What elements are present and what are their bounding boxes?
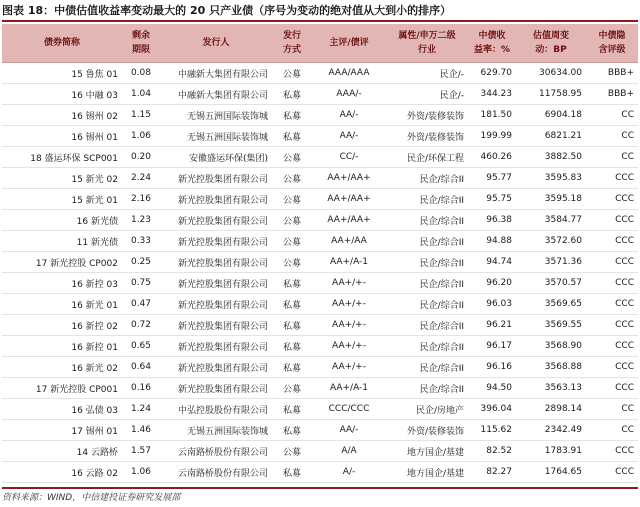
table-header-row (2, 24, 638, 63)
table-cell: 3570.57 (516, 273, 586, 294)
table-cell: 民企/综合II (386, 336, 468, 357)
table-cell: 629.70 (468, 63, 516, 84)
table-cell: 公募 (272, 441, 312, 462)
table-row (2, 168, 638, 189)
table-cell: 2.16 (122, 189, 160, 210)
table-cell: AA/- (312, 420, 386, 441)
column-header-label: 属性/申万二级 (398, 31, 456, 41)
table-cell: 3882.50 (516, 147, 586, 168)
column-header (516, 24, 586, 63)
table-cell: AA+/AA (312, 231, 386, 252)
bond-table (2, 24, 638, 483)
figure-title: 图表 18：中债估值收益率变动最大的 20 只产业债（序号为变动的绝对值从大到小的排序） (2, 2, 638, 22)
table-cell: 15 鲁焦 01 (2, 63, 122, 84)
table-cell: 外资/装修装饰 (386, 126, 468, 147)
table-cell: 民企/综合II (386, 231, 468, 252)
table-cell: 96.03 (468, 294, 516, 315)
table-cell: 18 盛运环保 SCP001 (2, 147, 122, 168)
table-cell: 0.72 (122, 315, 160, 336)
table-cell: 344.23 (468, 84, 516, 105)
table-cell: 私募 (272, 336, 312, 357)
table-cell: 16 弘债 03 (2, 399, 122, 420)
column-header-label: 益率：% (473, 45, 511, 55)
table-cell: 14 云路桥 (2, 441, 122, 462)
table-cell: CC (586, 420, 638, 441)
table-cell: 3571.36 (516, 252, 586, 273)
column-header-label: 中债收 (478, 31, 506, 41)
table-cell: AAA/AAA (312, 63, 386, 84)
table-cell: 3569.65 (516, 294, 586, 315)
table-cell: AA+/AA+ (312, 168, 386, 189)
table-cell: 16 新控 03 (2, 273, 122, 294)
table-cell: 0.75 (122, 273, 160, 294)
table-cell: 公募 (272, 63, 312, 84)
table-cell: AA+/AA+ (312, 189, 386, 210)
table-cell: 11 新光债 (2, 231, 122, 252)
table-cell: CCC (586, 231, 638, 252)
table-row (2, 294, 638, 315)
column-header-label: 期限 (131, 45, 150, 55)
column-header (122, 24, 160, 63)
table-cell: 1783.91 (516, 441, 586, 462)
table-cell: 民企/综合II (386, 252, 468, 273)
table-cell: 新光控股集团有限公司 (160, 273, 272, 294)
table-row (2, 189, 638, 210)
table-cell: CCC (586, 315, 638, 336)
table-cell: 30634.00 (516, 63, 586, 84)
column-header-label: 动：BP (535, 45, 567, 55)
table-cell: CCC/CCC (312, 399, 386, 420)
table-cell: 公募 (272, 378, 312, 399)
table-cell: 3568.90 (516, 336, 586, 357)
table-cell: 17 新光控股 CP002 (2, 252, 122, 273)
table-cell: 96.16 (468, 357, 516, 378)
table-row (2, 252, 638, 273)
column-header (160, 24, 272, 63)
table-row (2, 378, 638, 399)
table-cell: CC/- (312, 147, 386, 168)
table-cell: 96.17 (468, 336, 516, 357)
column-header (2, 24, 122, 63)
table-cell: 私募 (272, 357, 312, 378)
table-cell: 公募 (272, 189, 312, 210)
table-cell: 新光控股集团有限公司 (160, 231, 272, 252)
column-header-label: 债券简称 (43, 38, 80, 48)
table-cell: 中融新大集团有限公司 (160, 63, 272, 84)
table-row (2, 231, 638, 252)
table-row (2, 315, 638, 336)
table-cell: 民企/- (386, 84, 468, 105)
table-cell: 2898.14 (516, 399, 586, 420)
table-cell: 2342.49 (516, 420, 586, 441)
table-cell: AA/- (312, 105, 386, 126)
table-cell: CCC (586, 357, 638, 378)
table-cell: 460.26 (468, 147, 516, 168)
table-cell: 新光控股集团有限公司 (160, 189, 272, 210)
table-cell: 3595.83 (516, 168, 586, 189)
column-header (312, 24, 386, 63)
table-cell: CCC (586, 441, 638, 462)
table-cell: CCC (586, 252, 638, 273)
table-cell: 公募 (272, 231, 312, 252)
column-header-label: 方式 (282, 45, 301, 55)
table-cell: 云南路桥股份有限公司 (160, 462, 272, 483)
table-cell: 94.88 (468, 231, 516, 252)
table-cell: 1764.65 (516, 462, 586, 483)
table-cell: BBB+ (586, 63, 638, 84)
table-cell: 17 锡州 01 (2, 420, 122, 441)
table-row (2, 420, 638, 441)
table-cell: 私募 (272, 399, 312, 420)
table-cell: 199.99 (468, 126, 516, 147)
table-cell: 民企/综合II (386, 189, 468, 210)
table-cell: AA+/+- (312, 294, 386, 315)
table-cell: 15 新光 02 (2, 168, 122, 189)
table-cell: 民企/综合II (386, 294, 468, 315)
table-cell: 新光控股集团有限公司 (160, 336, 272, 357)
table-cell: 96.20 (468, 273, 516, 294)
table-cell: 3584.77 (516, 210, 586, 231)
table-cell: 地方国企/基建 (386, 462, 468, 483)
column-header-label: 中债隐 (598, 31, 626, 41)
table-cell: 95.75 (468, 189, 516, 210)
table-cell: 17 新光控股 CP001 (2, 378, 122, 399)
table-cell: 民企/房地产 (386, 399, 468, 420)
table-cell: 地方国企/基建 (386, 441, 468, 462)
table-cell: 0.08 (122, 63, 160, 84)
column-header (272, 24, 312, 63)
table-row (2, 441, 638, 462)
table-cell: 无锡五洲国际装饰城 (160, 126, 272, 147)
table-cell: 无锡五洲国际装饰城 (160, 420, 272, 441)
table-cell: 1.06 (122, 126, 160, 147)
table-cell: 公募 (272, 252, 312, 273)
column-header-label: 发行 (282, 31, 301, 41)
table-cell: AA+/+- (312, 336, 386, 357)
table-cell: 1.04 (122, 84, 160, 105)
table-cell: 0.25 (122, 252, 160, 273)
column-header-label: 发行人 (202, 38, 230, 48)
table-cell: CC (586, 126, 638, 147)
table-cell: 外资/装修装饰 (386, 420, 468, 441)
table-cell: 私募 (272, 273, 312, 294)
table-cell: 3563.13 (516, 378, 586, 399)
table-cell: 16 新光债 (2, 210, 122, 231)
table-cell: 0.20 (122, 147, 160, 168)
table-cell: AA+/AA+ (312, 210, 386, 231)
table-cell: 3572.60 (516, 231, 586, 252)
table-cell: 1.24 (122, 399, 160, 420)
table-cell: 安徽盛运环保(集团) (160, 147, 272, 168)
table-cell: 民企/综合II (386, 315, 468, 336)
table-cell: 1.23 (122, 210, 160, 231)
table-cell: A/A (312, 441, 386, 462)
table-cell: 私募 (272, 420, 312, 441)
table-cell: 15 新光 01 (2, 189, 122, 210)
table-cell: 0.65 (122, 336, 160, 357)
table-cell: 82.27 (468, 462, 516, 483)
table-cell: 私募 (272, 294, 312, 315)
column-header (586, 24, 638, 63)
table-cell: 94.74 (468, 252, 516, 273)
table-cell: 16 新控 02 (2, 315, 122, 336)
column-header-label: 剩余 (131, 31, 150, 41)
column-header-label: 主评/债评 (329, 38, 369, 48)
table-cell: CC (586, 105, 638, 126)
table-cell: 115.62 (468, 420, 516, 441)
table-cell: 公募 (272, 210, 312, 231)
table-row (2, 357, 638, 378)
table-cell: 2.24 (122, 168, 160, 189)
table-cell: 民企/综合II (386, 378, 468, 399)
table-cell: 3568.88 (516, 357, 586, 378)
table-cell: 3595.18 (516, 189, 586, 210)
table-cell: 94.50 (468, 378, 516, 399)
column-header (468, 24, 516, 63)
table-cell: CCC (586, 189, 638, 210)
table-cell: 新光控股集团有限公司 (160, 252, 272, 273)
table-cell: 1.15 (122, 105, 160, 126)
table-cell: AA+/+- (312, 315, 386, 336)
table-cell: CCC (586, 210, 638, 231)
table-cell: 6821.21 (516, 126, 586, 147)
column-header (386, 24, 468, 63)
table-cell: CCC (586, 168, 638, 189)
table-cell: 私募 (272, 315, 312, 336)
table-cell: 16 新光 01 (2, 294, 122, 315)
table-cell: CCC (586, 462, 638, 483)
table-cell: AAA/- (312, 84, 386, 105)
table-row (2, 399, 638, 420)
table-cell: AA+/A-1 (312, 378, 386, 399)
table-cell: CCC (586, 294, 638, 315)
table-row (2, 210, 638, 231)
column-header-label: 估值周变 (532, 31, 569, 41)
table-cell: 新光控股集团有限公司 (160, 378, 272, 399)
table-cell: 新光控股集团有限公司 (160, 357, 272, 378)
table-cell: CC (586, 399, 638, 420)
table-cell: AA/- (312, 126, 386, 147)
source-note: 资料来源：WIND，中信建投证券研究发展部 (2, 487, 638, 507)
table-cell: 私募 (272, 462, 312, 483)
table-cell: 私募 (272, 84, 312, 105)
table-cell: 民企/综合II (386, 273, 468, 294)
table-cell: AA+/+- (312, 273, 386, 294)
table-cell: 1.06 (122, 462, 160, 483)
table-cell: 私募 (272, 105, 312, 126)
table-row (2, 273, 638, 294)
table-cell: 中弘控股股份有限公司 (160, 399, 272, 420)
table-cell: 0.16 (122, 378, 160, 399)
table-cell: 16 新控 01 (2, 336, 122, 357)
table-cell: 11758.95 (516, 84, 586, 105)
table-cell: 96.21 (468, 315, 516, 336)
table-cell: 新光控股集团有限公司 (160, 315, 272, 336)
table-row (2, 336, 638, 357)
table-cell: 民企/综合II (386, 168, 468, 189)
table-row (2, 462, 638, 483)
table-cell: 1.57 (122, 441, 160, 462)
table-cell: CCC (586, 378, 638, 399)
column-header-label: 含评级 (598, 45, 626, 55)
table-cell: 云南路桥股份有限公司 (160, 441, 272, 462)
table-cell: 民企/环保工程 (386, 147, 468, 168)
table-cell: 外资/装修装饰 (386, 105, 468, 126)
table-cell: 民企/综合II (386, 357, 468, 378)
table-cell: 16 新光 02 (2, 357, 122, 378)
table-row (2, 84, 638, 105)
table-row (2, 126, 638, 147)
table-cell: A/- (312, 462, 386, 483)
table-cell: 16 中融 03 (2, 84, 122, 105)
table-cell: 新光控股集团有限公司 (160, 168, 272, 189)
table-cell: CCC (586, 336, 638, 357)
table-cell: 3569.55 (516, 315, 586, 336)
table-cell: 16 云路 02 (2, 462, 122, 483)
table-cell: 0.47 (122, 294, 160, 315)
table-cell: AA+/+- (312, 357, 386, 378)
table-cell: 181.50 (468, 105, 516, 126)
table-cell: 96.38 (468, 210, 516, 231)
table-cell: AA+/A-1 (312, 252, 386, 273)
table-cell: 82.52 (468, 441, 516, 462)
table-cell: 无锡五洲国际装饰城 (160, 105, 272, 126)
table-cell: 私募 (272, 126, 312, 147)
table-row (2, 105, 638, 126)
table-cell: 民企/综合II (386, 210, 468, 231)
table-cell: 0.33 (122, 231, 160, 252)
table-cell: 新光控股集团有限公司 (160, 294, 272, 315)
table-body (2, 63, 638, 483)
table-cell: 16 锡州 02 (2, 105, 122, 126)
table-row (2, 147, 638, 168)
table-cell: 民企/- (386, 63, 468, 84)
table-cell: 新光控股集团有限公司 (160, 210, 272, 231)
table-cell: BBB+ (586, 84, 638, 105)
table-cell: 16 锡州 01 (2, 126, 122, 147)
column-header-label: 行业 (417, 45, 436, 55)
table-cell: 396.04 (468, 399, 516, 420)
table-cell: CC (586, 147, 638, 168)
table-row (2, 63, 638, 84)
table-cell: 公募 (272, 168, 312, 189)
table-cell: 0.64 (122, 357, 160, 378)
table-cell: 1.46 (122, 420, 160, 441)
table-cell: CCC (586, 273, 638, 294)
table-cell: 95.77 (468, 168, 516, 189)
table-cell: 中融新大集团有限公司 (160, 84, 272, 105)
table-cell: 6904.18 (516, 105, 586, 126)
table-cell: 公募 (272, 147, 312, 168)
